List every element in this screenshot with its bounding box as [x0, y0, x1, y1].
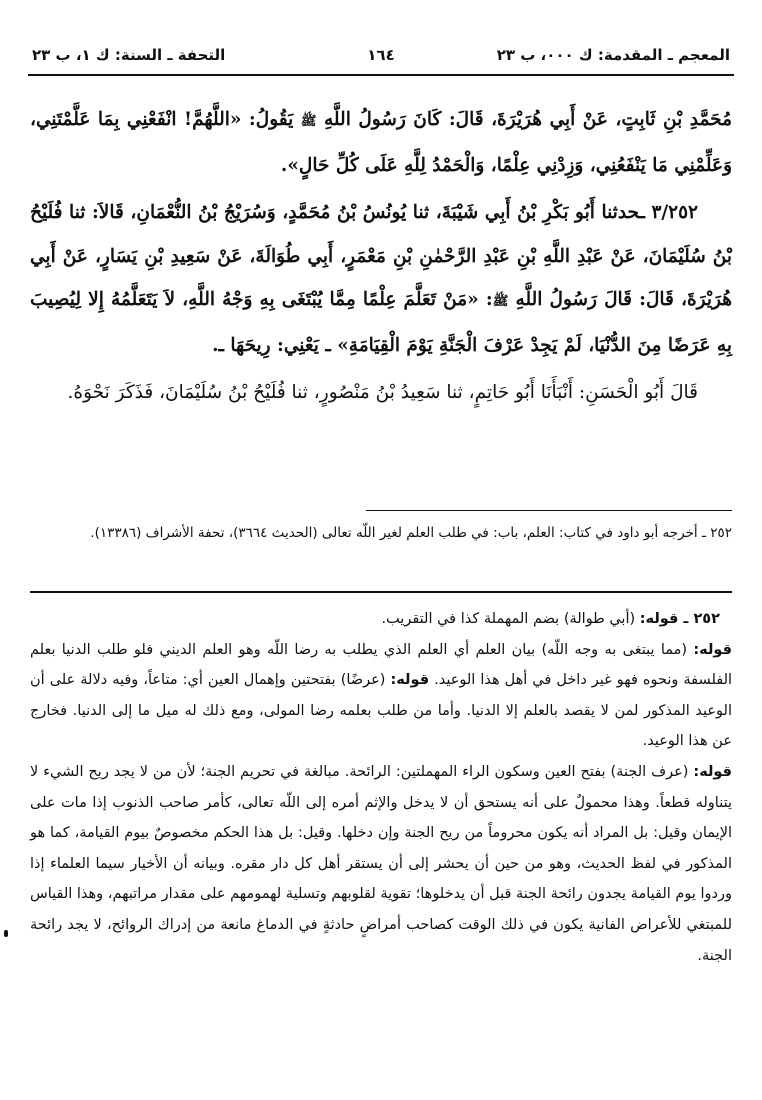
commentary-item: [30, 604, 732, 635]
salawat-symbol: ﷺ: [492, 294, 509, 309]
main-text: [30, 98, 732, 415]
hadith-252-part1: حدثنا أَبُو بَكْرِ بْنُ أَبِي شَيْبَةَ، ثنا يُونُسُ بْنُ مُحَمَّدٍ، وَسُرَيْجُ بْنُ النُّعْمَانِ، قَالاَ: ثنا فُلَيْحُ بْنُ سُلَيْمَانَ، عَنْ عَبْدِ اللَّهِ بْنِ عَبْدِ الرَّحْمٰنِ بْنِ مَعْمَرٍ، أَبِي طُوَالَةَ، عَنْ سَعِيدِ بْنِ يَسَارٍ، عَنْ أَبِي هُرَيْرَةَ، قَالَ: قَالَ رَسُولُ اللَّهِ: [30, 202, 732, 310]
commentary-item: [30, 757, 732, 971]
margin-mark: [4, 930, 8, 937]
commentary-text: (عرف الجنة) بفتح العين وسكون الراء المهملتين: الرائحة. مبالغة في تحريم الجنة؛ لأن من لا يجد ريح الشيء لا يتناوله قطعاً. وهذا محمولٌ على أنه يستحق أن لا يدخل والإثم أمره إلى اللّه تعالى، كأمر صاحب الذنوب إذا مات على الإيمان وقيل: بل المراد أنه يكون محروماً من ريح الجنة وإن دخلها. وقيل: بل هذا الحكم مخصوصٌ بيوم القيامة، كما هو المذكور في لفظ الحديث، وهو من حين أن يحشر إلى أن يستقر أهل كل دار مقره. وبيانه أن الأخيار سيما العلماء إذا وردوا يوم القيامة يجدون رائحة الجنة قبل أن يدخلوها؛ تقوية لقلوبهم وتسلية لهمومهم على مقدار مراتبهم، وهذا القياس للمبتغي للأعراض الفانية يكون في ذلك الوقت كصاحب أمراضٍ حادثةٍ في الدماغ مانعة من إدراك الروائح، لا يجد رائحة الجنة.: [30, 763, 732, 964]
commentary-text: (عرضًا) بفتحتين وإهمال العين أي: متاعاً، وفيه دلالة على أن الوعيد المذكور لمن لا يقصد بالعلم إلا الدنيا. وأما من طلب بعلمه رضا المولى، ومع ذلك له ميل ما إلى الدنيا. فخارج عن هذا الوعيد.: [30, 672, 732, 750]
running-header: [28, 46, 734, 72]
commentary-text: (مما يبتغى به وجه اللّه) بيان العلم أي العلم الذي يطلب به رضا اللّه وهو العلم الديني فلو طلب الدنيا بعلم الفلسفة ونحوه فهو غير داخل في أهل هذا الوعيد.: [30, 641, 733, 689]
footnote-takhrij: ٢٥٢ ـ أخرجه أبو داود في كتاب: العلم، باب: في طلب العلم لغير اللّه تعالى (الحديث ٣٦٦٤)، تحفة الأشراف (١٣٣٨٦).: [90, 525, 732, 541]
page-number: ١٦٤: [367, 46, 395, 64]
commentary-label: قوله:: [390, 672, 430, 689]
hadith-252: [30, 191, 732, 367]
header-rule: [28, 74, 734, 76]
commentary-label: قوله:: [693, 763, 733, 780]
header-left: التحفة ـ السنة: ك ١، ب ٢٣: [32, 46, 226, 64]
commentary: [30, 604, 732, 971]
hadith-continuation-part2: يَقُولُ: «اللَّهُمَّ! انْفَعْنِي بِمَا عَلَّمْتَنِي، وَعَلِّمْنِي مَا يَنْفَعُنِي، وَزِدْنِي عِلْمًا، وَالْحَمْدُ لِلَّهِ عَلَى كُلِّ حَالٍ».: [30, 109, 732, 176]
commentary-label: قوله:: [693, 641, 732, 658]
abu-hasan-chain: قَالَ أَبُو الْحَسَنِ: أَنْبَأَنَا أَبُو حَاتِمٍ، ثنا سَعِيدُ بْنُ مَنْصُورٍ، ثنا فُلَيْحُ بْنُ سُلَيْمَانَ، فَذَكَرَ نَحْوَهُ.: [67, 382, 698, 403]
hadith-continuation: [30, 98, 732, 187]
commentary-text: (أبي طوالة) بضم المهملة كذا في التقريب.: [381, 611, 636, 627]
commentary-item: [30, 635, 732, 757]
hadith-number: ٣/٢٥٢ ـ: [639, 202, 698, 223]
commentary-separator: [30, 591, 732, 593]
commentary-label: ٢٥٢ ـ قوله:: [639, 611, 720, 627]
salawat-symbol: ﷺ: [300, 114, 317, 129]
header-right: المعجم ـ المقدمة: ك ٠٠٠، ب ٢٣: [496, 46, 730, 64]
footnote-separator: [366, 510, 732, 511]
hadith-252-part2: : «مَنْ تَعَلَّمَ عِلْمًا مِمَّا يُبْتَغَى بِهِ وَجْهُ اللَّهِ، لاَ يَتَعَلَّمُهُ إِلا لِيُصِيبَ بِهِ عَرَضًا مِنَ الدُّنْيَا، لَمْ يَجِدْ عَرْفَ الْجَنَّةِ يَوْمَ الْقِيَامَةِ» ـ يَعْنِي: رِيحَهَا ـ.: [30, 289, 732, 356]
hadith-continuation-part1: مُحَمَّدِ بْنِ ثَابِتٍ، عَنْ أَبِي هُرَيْرَةَ، قَالَ: كَانَ رَسُولُ اللَّهِ: [324, 109, 732, 130]
